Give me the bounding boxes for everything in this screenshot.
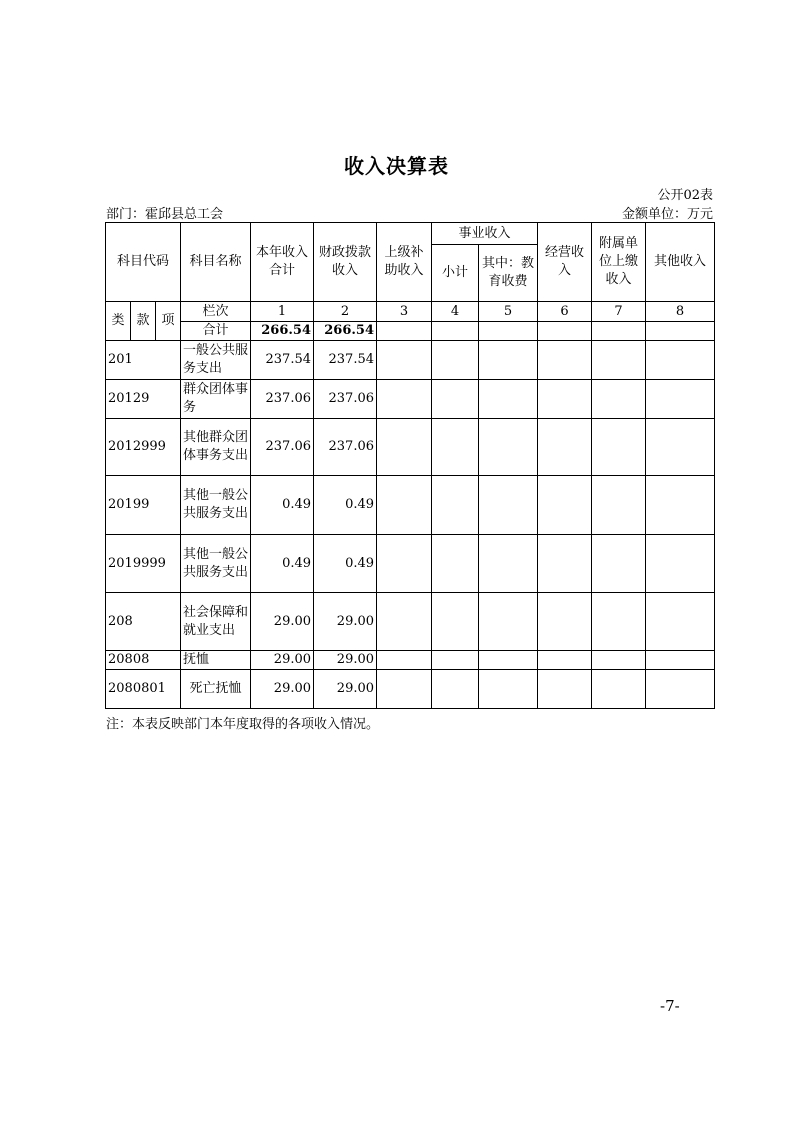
row-code: 208: [106, 593, 181, 651]
income-final-accounts-table: [105, 222, 715, 709]
row-total: 29.00: [251, 651, 314, 670]
table-row: [106, 341, 715, 380]
header-operating: 经营收入: [538, 223, 592, 302]
col-number: 8: [646, 302, 715, 322]
table-row: [106, 670, 715, 709]
page-title: 收入决算表: [344, 154, 449, 178]
header-lei: 类: [106, 302, 131, 341]
row-name: 一般公共服务支出: [181, 341, 251, 380]
row-fiscal: 237.06: [314, 380, 377, 419]
row-code: 2019999: [106, 535, 181, 593]
row-fiscal: 29.00: [314, 670, 377, 709]
header-affiliated: 附属单位上缴收入: [592, 223, 646, 302]
row-code: 20199: [106, 476, 181, 535]
row-fiscal: 0.49: [314, 535, 377, 593]
row-fiscal: 29.00: [314, 593, 377, 651]
header-subtotal: 小计: [432, 245, 479, 302]
row-fiscal: 0.49: [314, 476, 377, 535]
row-total: 237.06: [251, 419, 314, 476]
row-name: 死亡抚恤: [181, 670, 251, 709]
row-name: 其他群众团体事务支出: [181, 419, 251, 476]
header-total: 本年收入合计: [251, 223, 314, 302]
row-total: 237.54: [251, 341, 314, 380]
table-row: [106, 593, 715, 651]
header-code: 科目代码: [106, 223, 181, 302]
table-row: [106, 476, 715, 535]
row-name: 其他一般公共服务支出: [181, 535, 251, 593]
header-superior: 上级补助收入: [377, 223, 432, 302]
table-note: 注：本表反映部门本年度取得的各项收入情况。: [106, 717, 380, 732]
row-name: 抚恤: [181, 651, 251, 670]
total-row-label: 合计: [181, 322, 251, 341]
total-row-total: 266.54: [251, 322, 314, 341]
row-total: 0.49: [251, 476, 314, 535]
col-number: 1: [251, 302, 314, 322]
row-name: 群众团体事务: [181, 380, 251, 419]
table-row: [106, 535, 715, 593]
col-number: 3: [377, 302, 432, 322]
table-row: [106, 651, 715, 670]
row-name: 社会保障和就业支出: [181, 593, 251, 651]
row-total: 237.06: [251, 380, 314, 419]
col-number: 5: [479, 302, 538, 322]
row-total: 29.00: [251, 593, 314, 651]
row-fiscal: 237.06: [314, 419, 377, 476]
col-number: 2: [314, 302, 377, 322]
row-name: 其他一般公共服务支出: [181, 476, 251, 535]
header-xiang: 项: [156, 302, 181, 341]
row-code: 2080801: [106, 670, 181, 709]
row-code: 20808: [106, 651, 181, 670]
col-number: 6: [538, 302, 592, 322]
header-education: 其中：教育收费: [479, 245, 538, 302]
table-row: [106, 419, 715, 476]
row-fiscal: 237.54: [314, 341, 377, 380]
row-fiscal: 29.00: [314, 651, 377, 670]
header-name: 科目名称: [181, 223, 251, 302]
amount-unit-label: 金额单位：万元: [621, 207, 713, 222]
header-business: 事业收入: [432, 223, 538, 245]
col-number: 7: [592, 302, 646, 322]
page-number: -7-: [660, 997, 680, 1015]
row-total: 0.49: [251, 535, 314, 593]
header-fiscal: 财政拨款收入: [314, 223, 377, 302]
table-row: [106, 380, 715, 419]
col-number: 4: [432, 302, 479, 322]
department-label: 部门：霍邱县总工会: [106, 207, 224, 222]
form-number: 公开02表: [657, 188, 713, 203]
row-code: 20129: [106, 380, 181, 419]
row-code: 2012999: [106, 419, 181, 476]
row-code: 201: [106, 341, 181, 380]
header-other: 其他收入: [646, 223, 715, 302]
header-lanci: 栏次: [181, 302, 251, 322]
row-total: 29.00: [251, 670, 314, 709]
total-row-fiscal: 266.54: [314, 322, 377, 341]
header-kuan: 款: [131, 302, 156, 341]
